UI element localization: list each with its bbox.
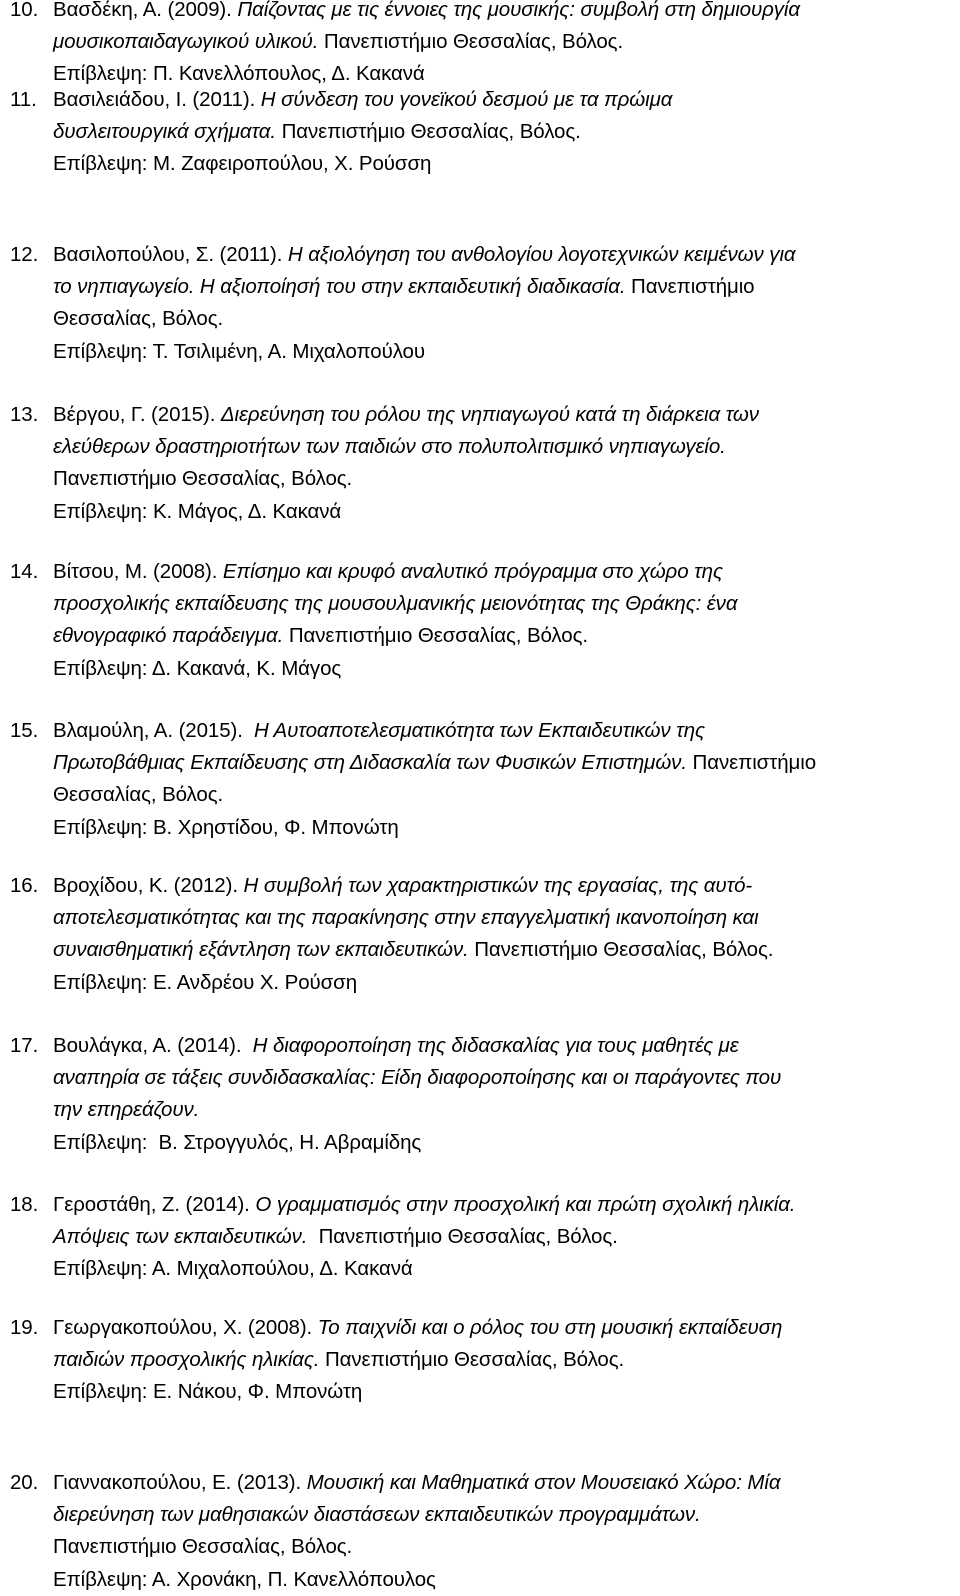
- entry-line: [53, 715, 955, 747]
- entry-text: Βασιλειάδου, Ι. (2011).: [53, 88, 261, 111]
- entry-line: [53, 116, 955, 148]
- entry-line: [53, 902, 955, 934]
- entry-text: Βουλάγκα, Α. (2014).: [53, 1034, 253, 1057]
- entry-line: [53, 1312, 955, 1344]
- entry-line: [53, 239, 955, 271]
- entry-text: Πανεπιστήμιο Θεσσαλίας, Βόλος.: [275, 120, 581, 144]
- entry-title-text: συναισθηματική εξάντληση των εκπαιδευτικών.: [53, 938, 469, 962]
- entry-title-text: προσχολικής εκπαίδευσης της μουσουλμανικής μειονότητας της Θράκης: ένα: [53, 592, 738, 616]
- entry-text: Επίβλεψη: Α. Μιχαλοπούλου, Δ. Κακανά: [53, 1257, 413, 1281]
- entry-text: Επίβλεψη: Κ. Μάγος, Δ. Κακανά: [53, 499, 342, 523]
- entry-title-text: Ο γραμματισμός στην προσχολική και πρώτη σχολική ηλικία.: [255, 1193, 796, 1216]
- entry-body: [53, 870, 955, 999]
- entry-body: [53, 0, 955, 91]
- entry-line: [53, 0, 955, 26]
- entry-title-text: Επίσημο και κρυφό αναλυτικό πρόγραμμα στο χώρο της: [222, 560, 723, 583]
- entry-title-text: Μουσική και Μαθηματικά στον Μουσειακό Χώρο: Μία: [306, 1471, 781, 1494]
- entry-body: [53, 239, 955, 368]
- entry-line: [53, 1564, 955, 1596]
- entry-title-text: δυσλειτουργικά σχήματα.: [53, 120, 276, 144]
- entry-line: [53, 26, 955, 58]
- entry-text: Επίβλεψη: Β. Χρηστίδου, Φ. Μπονώτη: [53, 815, 399, 839]
- entry-text: Βίτσου, Μ. (2008).: [53, 560, 223, 583]
- entry-body: [53, 1189, 955, 1286]
- entry-text: Πανεπιστήμιο Θεσσαλίας, Βόλος.: [307, 1225, 618, 1249]
- entry-line: [53, 779, 955, 811]
- bibliography-entry: [10, 715, 955, 844]
- entry-line: [53, 653, 955, 685]
- entry-line: [53, 1531, 955, 1563]
- bibliography-entry: [10, 1189, 955, 1286]
- entry-line: [53, 870, 955, 902]
- entry-text: Πανεπιστήμιο Θεσσαλίας, Βόλος.: [318, 30, 624, 54]
- bibliography-entry: [10, 399, 955, 528]
- entry-line: [53, 620, 955, 652]
- entry-text: Βροχίδου, Κ. (2012).: [53, 874, 244, 897]
- entry-number: 14.: [10, 560, 39, 583]
- entry-text: Βέργου, Γ. (2015).: [53, 403, 221, 426]
- entry-text: Πανεπιστήμιο: [686, 751, 816, 775]
- entry-line: [53, 1344, 955, 1376]
- entry-line: [53, 1127, 955, 1159]
- entry-line: [53, 1030, 955, 1062]
- entry-number: 17.: [10, 1034, 39, 1057]
- entry-line: [53, 1221, 955, 1253]
- entry-line: [53, 1062, 955, 1094]
- entry-text: Πανεπιστήμιο Θεσσαλίας, Βόλος.: [319, 1348, 625, 1372]
- bibliography-entry: [10, 239, 955, 368]
- entry-title-text: Παίζοντας με τις έννοιες της μουσικής: συμβολή στη δημιουργία: [237, 0, 800, 21]
- entry-text: Θεσσαλίας, Βόλος.: [53, 307, 224, 331]
- entry-line: [53, 967, 955, 999]
- entry-title-text: αποτελεσματικότητας και της παρακίνησης στην επαγγελματική ικανοποίηση και: [53, 906, 759, 930]
- entry-text: Βασιλοπούλου, Σ. (2011).: [53, 243, 288, 266]
- entry-line: [53, 1253, 955, 1285]
- entry-body: [53, 556, 955, 685]
- bibliography-entry: [10, 0, 955, 91]
- entry-line: [53, 399, 955, 431]
- entry-line: [53, 1499, 955, 1531]
- entry-title-text: μουσικοπαιδαγωγικού υλικού.: [53, 30, 319, 54]
- bibliography-entry: [10, 1312, 955, 1409]
- entry-title-text: Η συμβολή των χαρακτηριστικών της εργασίας, της αυτό-: [243, 874, 753, 897]
- entry-line: [53, 747, 955, 779]
- entry-number: 18.: [10, 1193, 39, 1216]
- entry-text: Γιαννακοπούλου, Ε. (2013).: [53, 1471, 307, 1494]
- entry-line: [53, 336, 955, 368]
- entry-title-text: Διερεύνηση του ρόλου της νηπιαγωγού κατά τη διάρκεια των: [220, 403, 759, 426]
- entry-title-text: εθνογραφικό παράδειγμα.: [53, 624, 284, 648]
- entry-line: [53, 463, 955, 495]
- entry-text: Πανεπιστήμιο Θεσσαλίας, Βόλος.: [53, 1535, 353, 1559]
- entry-text: Επίβλεψη: Α. Χρονάκη, Π. Κανελλόπουλος: [53, 1567, 436, 1591]
- entry-line: [53, 588, 955, 620]
- entry-number: 16.: [10, 874, 39, 897]
- entry-title-text: αναπηρία σε τάξεις συνδιδασκαλίας: Είδη διαφοροποίησης και οι παράγοντες που: [53, 1066, 782, 1090]
- entry-line: [53, 556, 955, 588]
- entry-title-text: ελεύθερων δραστηριοτήτων των παιδιών στο πολυπολιτισμικό νηπιαγωγείο.: [53, 435, 726, 459]
- entry-line: [53, 934, 955, 966]
- entry-body: [53, 1030, 955, 1159]
- entry-number: 11.: [10, 88, 37, 111]
- entry-text: Γεροστάθη, Ζ. (2014).: [53, 1193, 256, 1216]
- entry-title-text: παιδιών προσχολικής ηλικίας.: [53, 1348, 320, 1372]
- entry-title-text: Η σύνδεση του γονεϊκού δεσμού με τα πρώιμα: [260, 88, 673, 111]
- entry-number: 15.: [10, 719, 39, 742]
- entry-number: 12.: [10, 243, 39, 266]
- entry-number: 19.: [10, 1316, 39, 1339]
- bibliography-entry: [10, 1030, 955, 1159]
- bibliography-entry: [10, 1467, 955, 1596]
- bibliography-entry: [10, 556, 955, 685]
- entry-title-text: Το παιχνίδι και ο ρόλος του στη μουσική εκπαίδευση: [317, 1316, 783, 1339]
- entry-title-text: Η Αυτοαποτελεσματικότητα των Εκπαιδευτικών της: [254, 719, 705, 742]
- bibliography-entry: [10, 84, 955, 181]
- entry-title-text: Απόψεις των εκπαιδευτικών.: [53, 1225, 308, 1249]
- entry-text: Θεσσαλίας, Βόλος.: [53, 783, 224, 807]
- entry-text: Γεωργακοπούλου, Χ. (2008).: [53, 1316, 318, 1339]
- bibliography-entry: [10, 870, 955, 999]
- entry-text: Βλαμούλη, Α. (2015).: [53, 719, 255, 742]
- entry-number: 20.: [10, 1471, 39, 1494]
- entry-line: [53, 1376, 955, 1408]
- entry-title-text: Πρωτοβάθμιας Εκπαίδευσης στη Διδασκαλία των Φυσικών Επιστημών.: [53, 751, 687, 775]
- entry-body: [53, 1467, 955, 1596]
- entry-text: Επίβλεψη: Ε. Ανδρέου Χ. Ρούσση: [53, 970, 358, 994]
- entry-text: Πανεπιστήμιο Θεσσαλίας, Βόλος.: [283, 624, 588, 648]
- entry-number: 10.: [10, 0, 39, 21]
- entry-line: [53, 431, 955, 463]
- entry-line: [53, 496, 955, 528]
- entry-text: Πανεπιστήμιο Θεσσαλίας, Βόλος.: [53, 467, 353, 491]
- entry-line: [53, 271, 955, 303]
- entry-line: [53, 1189, 955, 1221]
- entry-text: Επίβλεψη: Π. Κανελλόπουλος, Δ. Κακανά: [53, 62, 425, 86]
- entry-body: [53, 84, 955, 181]
- entry-line: [53, 303, 955, 335]
- entry-line: [53, 1094, 955, 1126]
- entry-title-text: την επηρεάζουν.: [53, 1098, 200, 1122]
- entry-text: Επίβλεψη: Τ. Τσιλιμένη, Α. Μιχαλοπούλου: [53, 339, 425, 363]
- entry-text: Πανεπιστήμιο: [625, 275, 755, 299]
- entry-text: Επίβλεψη: Β. Στρογγυλός, Η. Αβραμίδης: [53, 1130, 422, 1154]
- entry-title-text: Η διαφοροποίηση της διδασκαλίας για τους μαθητές με: [252, 1034, 739, 1057]
- entry-text: Επίβλεψη: Ε. Νάκου, Φ. Μπονώτη: [53, 1380, 363, 1404]
- entry-number: 13.: [10, 403, 39, 426]
- entry-title-text: Η αξιολόγηση του ανθολογίου λογοτεχνικών κειμένων για: [287, 243, 796, 266]
- entry-text: Βασδέκη, Α. (2009).: [53, 0, 238, 21]
- entry-body: [53, 1312, 955, 1409]
- entry-line: [53, 148, 955, 180]
- entry-line: [53, 812, 955, 844]
- entry-line: [53, 1467, 955, 1499]
- entry-title-text: το νηπιαγωγείο. Η αξιοποίησή του στην εκπαιδευτική διαδικασία.: [53, 275, 626, 299]
- entry-body: [53, 399, 955, 528]
- entry-body: [53, 715, 955, 844]
- entry-line: [53, 84, 955, 116]
- entry-text: Επίβλεψη: Μ. Ζαφειροπούλου, Χ. Ρούσση: [53, 152, 432, 176]
- entry-text: Επίβλεψη: Δ. Κακανά, Κ. Μάγος: [53, 656, 342, 680]
- entry-text: Πανεπιστήμιο Θεσσαλίας, Βόλος.: [468, 938, 774, 962]
- entry-title-text: διερεύνηση των μαθησιακών διαστάσεων εκπαιδευτικών προγραμμάτων.: [53, 1503, 701, 1527]
